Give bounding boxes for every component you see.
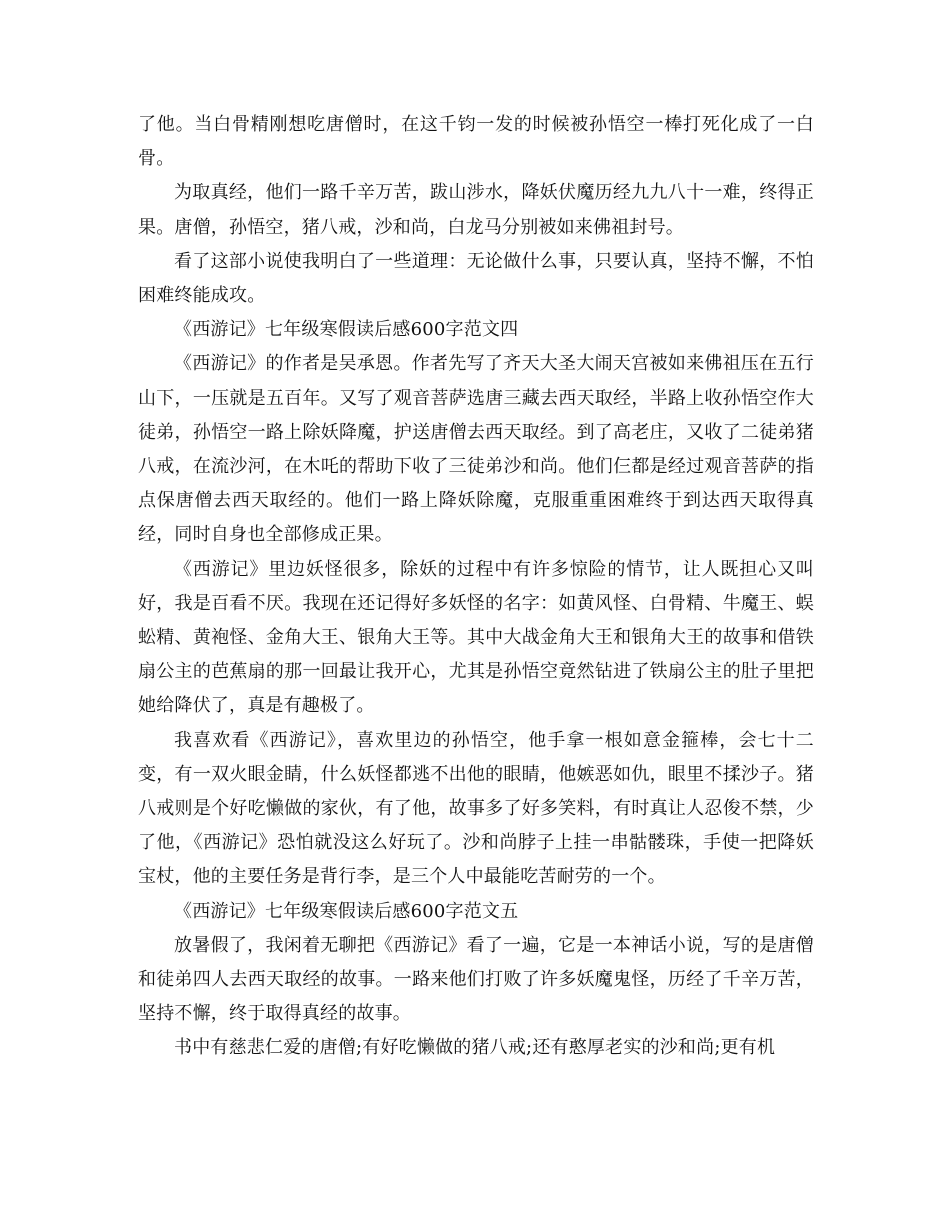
paragraph-continuation: 了他。当白骨精刚想吃唐僧时，在这千钧一发的时候被孙悟空一棒打死化成了一白骨。 [138,114,814,170]
section-heading: 《西游记》七年级寒假读后感600字范文五 [174,900,519,922]
paragraph: 看了这部小说使我明白了一些道理：无论做什么事，只要认真，坚持不懈，不怕困难终能成攻。 [138,250,814,307]
paragraph: 放暑假了，我闲着无聊把《西游记》看了一遍，它是一本神话小说，写的是唐僧和徒弟四人去西天取经的故事。一路来他们打败了许多妖魔鬼怪，历经了千辛万苦，坚持不懈，终于取得真经的故事。 [138,934,814,1025]
paragraph: 我喜欢看《西游记》，喜欢里边的孙悟空，他手拿一根如意金箍棒，会七十二变，有一双火眼金睛，什么妖怪都逃不出他的眼睛，他嫉恶如仇，眼里不揉沙子。猪八戒则是个好吃懒做的家伙，有了他，故事多了好多笑料，有时真让人忍俊不禁，少了他，《西游记》恐怕就没这么好玩了。沙和尚脖子上挂一串骷髅珠，手使一把降妖宝杖，他的主要任务是背行李，是三个人中最能吃苦耐劳的一个。 [138,729,814,888]
paragraph: 为取真经，他们一路千辛万苦，跋山涉水，降妖伏魔历经九九八十一难，终得正果。唐僧，孙悟空，猪八戒，沙和尚，白龙马分别被如来佛祖封号。 [138,182,814,238]
paragraph: 《西游记》的作者是吴承恩。作者先写了齐天大圣大闹天宫被如来佛祖压在五行山下，一压就是五百年。又写了观音菩萨选唐三藏去西天取经，半路上收孙悟空作大徒弟，孙悟空一路上除妖降魔，护送唐僧去西天取经。到了高老庄，又收了二徒弟猪八戒，在流沙河，在木吒的帮助下收了三徒弟沙和尚。他们仨都是经过观音菩萨的指点保唐僧去西天取经的。他们一路上降妖除魔，克服重重困难终于到达西天取得真经，同时自身也全部修成正果。 [138,353,814,546]
document-body [138,108,814,1066]
paragraph: 《西游记》里边妖怪很多，除妖的过程中有许多惊险的情节，让人既担心又叫好，我是百看不厌。我现在还记得好多妖怪的名字：如黄风怪、白骨精、牛魔王、蜈蚣精、黄袍怪、金角大王、银角大王等。其中大战金角大王和银角大王的故事和借铁扇公主的芭蕉扇的那一回最让我开心，尤其是孙悟空竟然钻进了铁扇公主的肚子里把她给降伏了，真是有趣极了。 [138,558,814,717]
section-heading: 《西游记》七年级寒假读后感600字范文四 [174,319,519,341]
paragraph: 书中有慈悲仁爱的唐僧;有好吃懒做的猪八戒;还有憨厚老实的沙和尚;更有机 [174,1037,776,1059]
